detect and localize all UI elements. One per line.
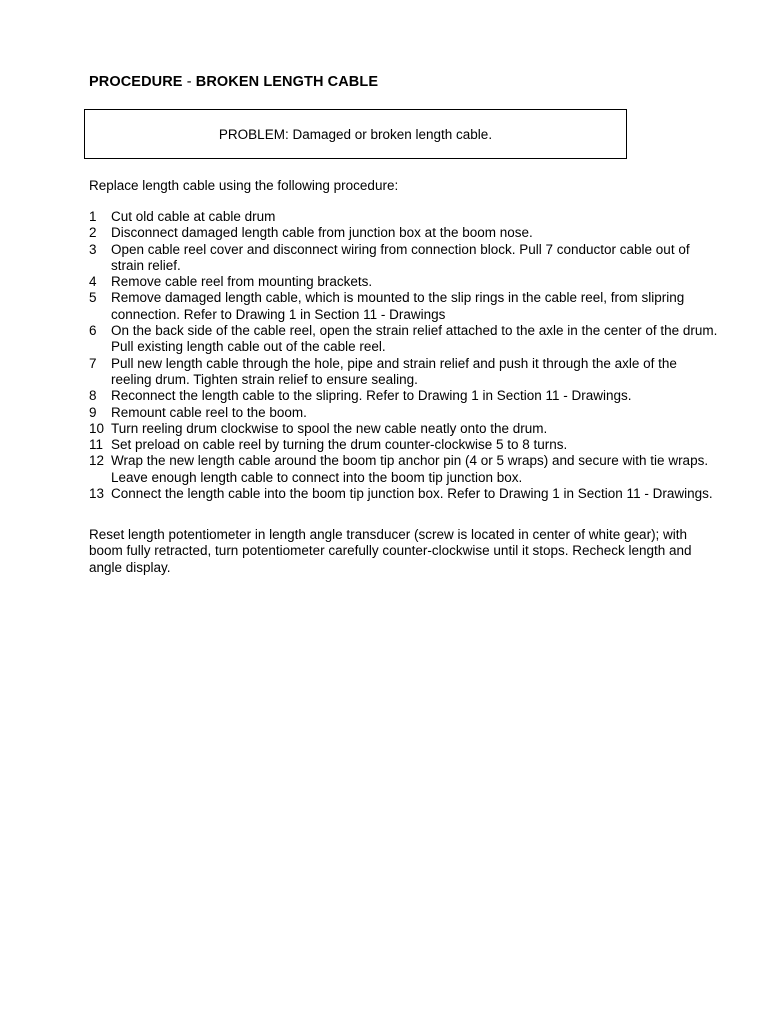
step-text: Open cable reel cover and disconnect wiring from connection block. Pull 7 conductor cable out of strain relief. [111, 241, 690, 273]
title-topic: BROKEN LENGTH CABLE [195, 74, 379, 90]
step-number: 5 [89, 290, 97, 306]
step-text: Pull new length cable through the hole, pipe and strain relief and push it through the axle of the reeling drum. Tighten strain relief to ensure sealing. [111, 355, 677, 387]
procedure-step [89, 388, 719, 404]
step-number: 3 [89, 241, 97, 257]
procedure-step [89, 274, 719, 290]
step-number: 11 [89, 437, 104, 453]
page-title [89, 74, 378, 90]
step-number: 2 [89, 225, 97, 241]
step-text: Remove damaged length cable, which is mounted to the slip rings in the cable reel, from slipring connection. Refer to Drawing 1 in Section 11 - Drawings [111, 290, 685, 322]
closing-paragraph: Reset length potentiometer in length angle transducer (screw is located in center of white gear); with boom fully retracted, turn potentiometer carefully counter-clockwise until it stops. Recheck length and angle display. [89, 527, 692, 575]
step-text: Reconnect the length cable to the slipring. Refer to Drawing 1 in Section 11 - Drawings. [111, 388, 632, 404]
step-text: Remove cable reel from mounting brackets. [111, 274, 373, 290]
procedure-step [89, 437, 719, 453]
procedure-step [89, 421, 719, 437]
procedure-steps [89, 209, 719, 502]
procedure-step [89, 323, 719, 356]
step-number: 8 [89, 388, 97, 404]
procedure-step [89, 486, 719, 502]
problem-statement: PROBLEM: Damaged or broken length cable. [218, 127, 493, 142]
step-text: On the back side of the cable reel, open the strain relief attached to the axle in the center of the drum. Pull existing length cable out of the cable reel. [111, 323, 718, 355]
step-number: 9 [89, 404, 97, 420]
step-number: 6 [89, 323, 97, 339]
procedure-step [89, 405, 719, 421]
procedure-step [89, 242, 719, 275]
intro-text: Replace length cable using the following procedure: [89, 178, 399, 193]
procedure-step [89, 453, 719, 486]
step-text: Set preload on cable reel by turning the drum counter-clockwise 5 to 8 turns. [111, 437, 568, 453]
step-number: 13 [89, 486, 105, 502]
step-text: Turn reeling drum clockwise to spool the new cable neatly onto the drum. [111, 420, 548, 436]
title-separator: - [182, 74, 196, 90]
step-number: 7 [89, 355, 97, 371]
step-text: Remount cable reel to the boom. [111, 404, 307, 420]
step-number: 1 [89, 209, 97, 224]
problem-box [84, 109, 627, 159]
step-text: Cut old cable at cable drum [111, 209, 276, 224]
procedure-step [89, 209, 719, 225]
procedure-step [89, 356, 719, 389]
procedure-step [89, 290, 719, 323]
title-procedure: PROCEDURE [89, 74, 183, 90]
procedure-step [89, 225, 719, 241]
step-text: Disconnect damaged length cable from junction box at the boom nose. [111, 225, 533, 241]
step-number: 10 [89, 420, 105, 436]
step-number: 12 [89, 453, 105, 469]
step-text: Connect the length cable into the boom tip junction box. Refer to Drawing 1 in Section 11 - Drawings. [111, 486, 713, 502]
step-text: Wrap the new length cable around the boom tip anchor pin (4 or 5 wraps) and secure with tie wraps. Leave enough length cable to connect into the boom tip junction box. [111, 453, 709, 485]
step-number: 4 [89, 274, 97, 290]
